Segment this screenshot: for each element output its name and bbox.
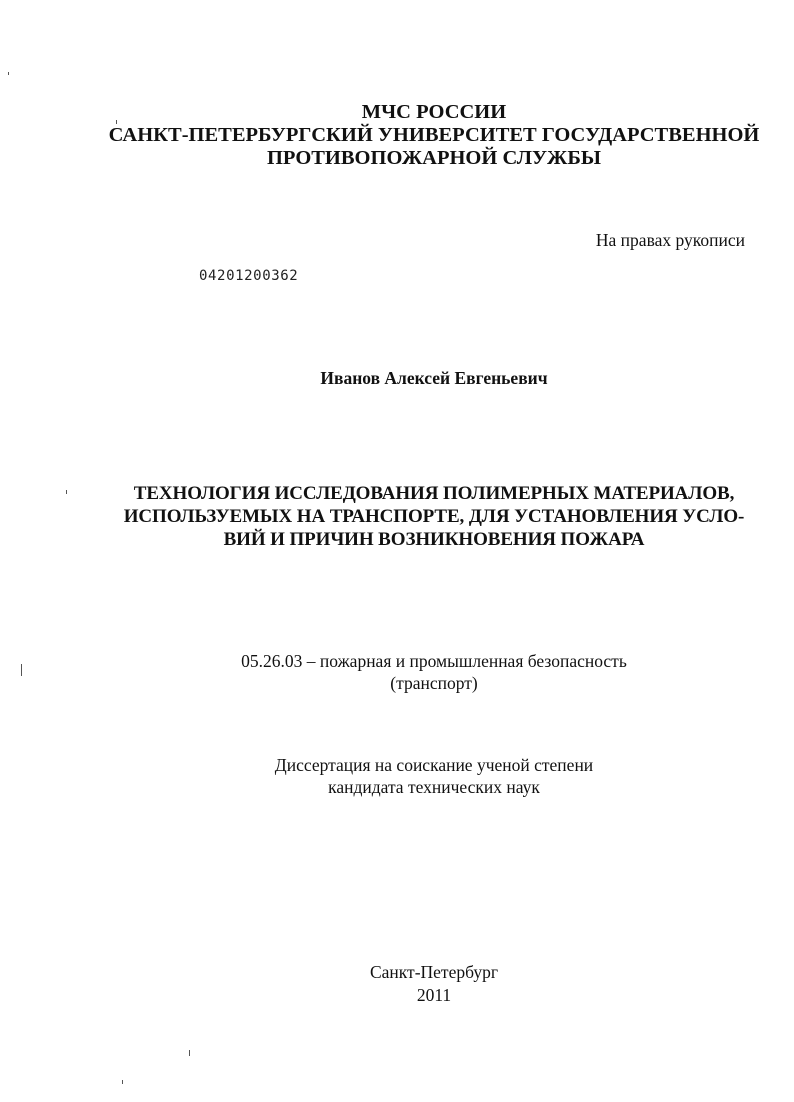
university-name-line-2: ПРОТИВОПОЖАРНОЙ СЛУЖБЫ	[266, 147, 602, 169]
specialty-qualifier: (транспорт)	[390, 673, 478, 693]
scan-speck	[122, 1080, 123, 1084]
ministry-name: МЧС РОССИИ	[361, 101, 507, 123]
university-name-line-1: САНКТ-ПЕТЕРБУРГСКИЙ УНИВЕРСИТЕТ ГОСУДАРСТВЕННОЙ	[108, 124, 760, 146]
degree-statement: Диссертация на соискание ученой степени	[274, 755, 594, 775]
dissertation-title-line-2: ИСПОЛЬЗУЕМЫХ НА ТРАНСПОРТЕ, ДЛЯ УСТАНОВЛЕНИЯ УСЛО-	[123, 506, 745, 527]
scan-speck	[8, 72, 9, 75]
city: Санкт-Петербург	[369, 962, 499, 982]
registration-number: 04201200362	[199, 268, 299, 284]
specialty-code: 05.26.03 – пожарная и промышленная безопасность	[241, 651, 627, 671]
year: 2011	[416, 985, 452, 1005]
scan-speck	[189, 1050, 190, 1056]
author-name: Иванов Алексей Евгеньевич	[320, 368, 548, 388]
dissertation-title-line-1: ТЕХНОЛОГИЯ ИССЛЕДОВАНИЯ ПОЛИМЕРНЫХ МАТЕРИАЛОВ,	[133, 483, 735, 504]
dissertation-title-line-3: ВИЙ И ПРИЧИН ВОЗНИКНОВЕНИЯ ПОЖАРА	[223, 529, 645, 550]
manuscript-note: На правах рукописи	[595, 230, 745, 250]
degree-name: кандидата технических наук	[328, 777, 540, 797]
